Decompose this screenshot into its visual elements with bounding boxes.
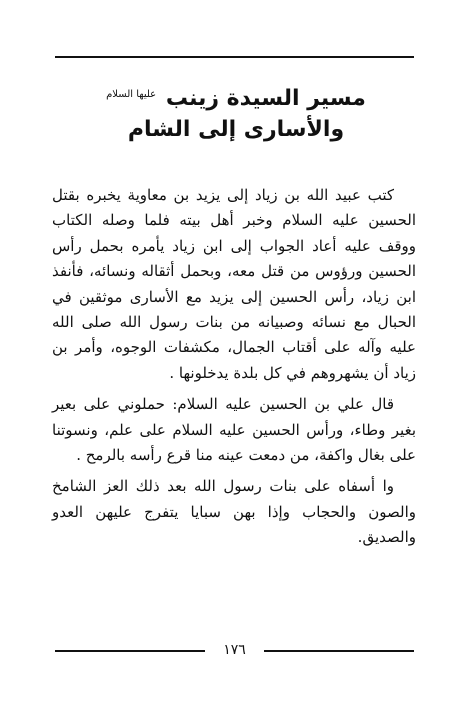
- honorific-mark: عليها السلام: [106, 88, 157, 100]
- page-number: ١٧٦: [223, 642, 246, 658]
- paragraph-2: قال علي بن الحسين عليه السلام: حملوني على بعير بغير وطاء، ورأس الحسين عليه السلام على علم، ونسوتنا على بغال واكفة، من دمعت عينه منا قرع رأسه بالرمح .: [52, 395, 416, 465]
- paragraph-1: كتب عبيد الله بن زياد إلى يزيد بن معاوية يخبره بقتل الحسين عليه السلام وخبر أهل بيته فلما وصله الكتاب ووقف عليه أعاد الجواب إلى ابن زياد يأمره بحمل رأس الحسين ورؤوس من قتل معه، وبحمل أثقاله ونسائه، فأنفذ ابن زياد، رأس الحسين إلى يزيد مع الأسارى موثقين في الحبال مع نسائه وصبيانه من بنات رسول الله صلى الله عليه وآله على أقتاب الجمال، مكشفات الوجوه، وأمر بن زياد أن يشهروهم في كل بلدة يدخلونها .: [52, 186, 416, 382]
- page-footer: [55, 640, 414, 660]
- chapter-title-line2: والأسارى إلى الشام: [127, 117, 345, 142]
- chapter-title-line1: [40, 86, 432, 112]
- footer-rule-left: [55, 650, 205, 652]
- body-text: [52, 183, 416, 551]
- title-text: مسير السيدة زينب: [165, 86, 366, 111]
- paragraph-3: وا أسفاه على بنات رسول الله بعد ذلك العز الشامخ والصون والحجاب وإذا بهن سبايا يتفرج عليهن العدو والصديق.: [52, 477, 416, 547]
- top-rule: [55, 56, 414, 58]
